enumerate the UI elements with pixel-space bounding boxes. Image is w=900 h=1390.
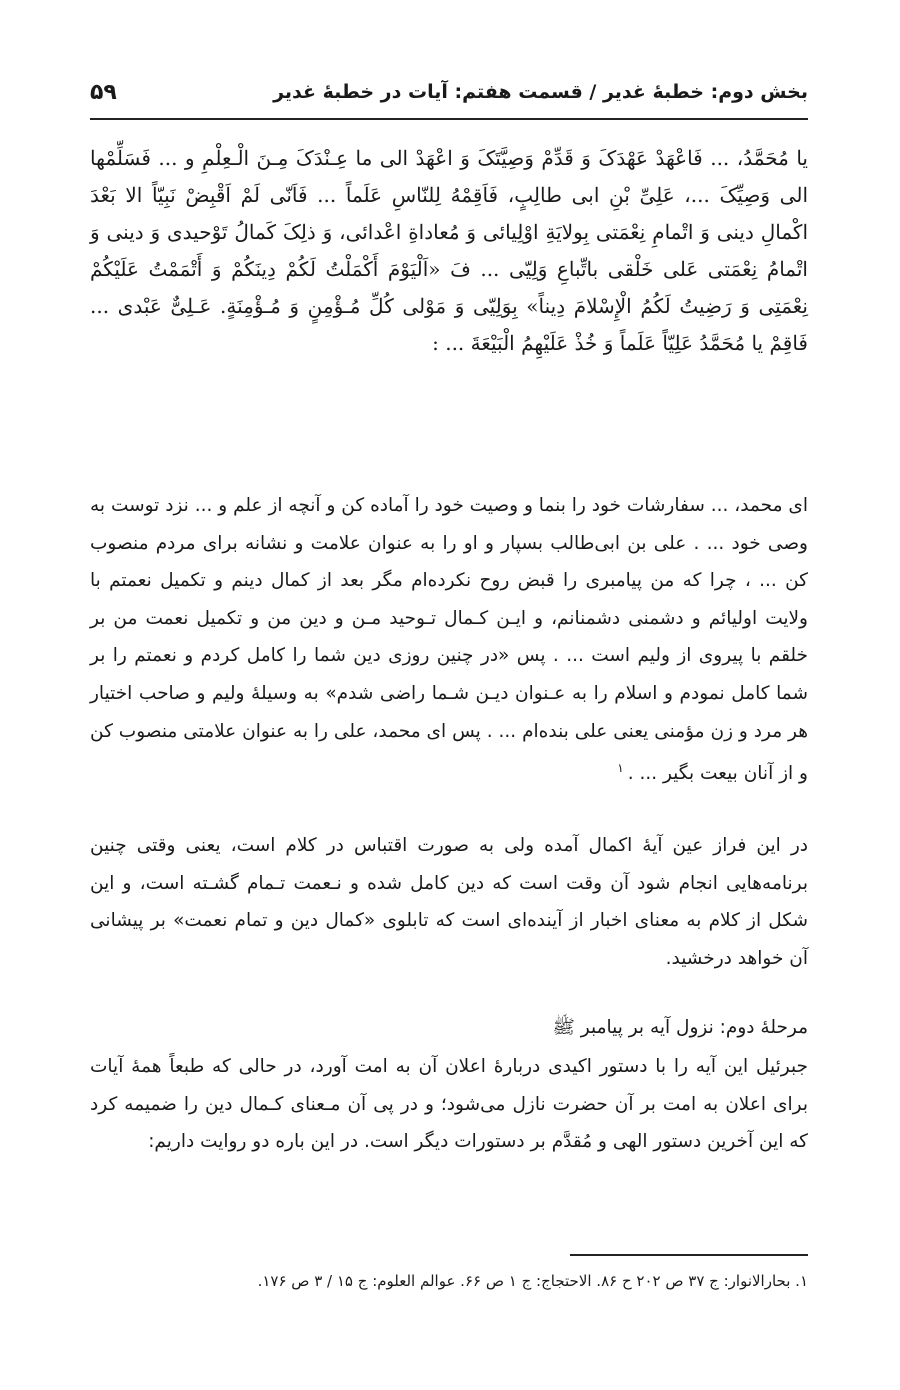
footnote-marker: ۱ — [617, 761, 624, 776]
arabic-text: یا مُحَمَّدُ، ... فَاعْهَدْ عَهْدَکَ وَ قَدِّمْ وَصِیَّتَکَ وَ اعْهَدْ الی ما عِـنْدَکَ مِـنَ الْـعِلْمِ و ... فَسَلِّمْها الی وَصِیِّکَ ...، عَلِیِّ بْنِ ابی طالِبٍ، فَاَقِمْهُ لِلنّاسِ عَلَماً ... فَاَنّی لَمْ اَقْبِضْ نَبِیّاً الا بَعْدَ اکْمالِ دینی وَ اتْمامِ نِعْمَتی بِولایَةِ اوْلِیائی وَ مُعاداةِ اعْدائی، وَ ذلِکَ کَمالُ تَوْحیدی وَ دینی وَ اتْمامُ نِعْمَتی عَلی خَلْقی باتِّباعِ وَلِیّی ... فَ «اَلْیَوْمَ أَکْمَلْتُ لَکُمْ دِینَکُمْ وَ أَتْمَمْتُ عَلَیْکُمْ نِعْمَتِی وَ رَضِیتُ لَکُمُ الْإِسْلامَ دِیناً» بِوَلِیّی وَ مَوْلی کُلِّ مُـؤْمِنٍ وَ مُـؤْمِنَةٍ. عَـلِیٌّ عَبْدی ... فَاقِمْ یا مُحَمَّدُ عَلِیّاً عَلَماً وَ خُذْ عَلَیْهِمُ الْبَیْعَةَ ... : — [90, 146, 808, 355]
running-title: بخش دوم: خطبهٔ غدیر / قسمت هفتم: آیات در خطبهٔ غدیر — [273, 81, 808, 103]
book-page — [90, 0, 808, 1390]
persian-translation — [90, 487, 808, 793]
arabic-quotation — [90, 140, 808, 362]
paragraph-text: در این فراز عین آیهٔ اکمال آمده ولی به صورت اقتباس در کلام است، یعنی وقتی چنین برنامه‌هایی انجام شود آن وقت است که دین کامل شده و نـعمت تـمام گشـته است، و این شکل از کلام به معنای اخبار از آینده‌ای است که تابلوی «کمال دین و تمام نعمت» بر پیشانی آن خواهد درخشید. — [90, 835, 808, 969]
translation-text — [90, 487, 808, 793]
section-heading: مرحلهٔ دوم: نزول آیه بر پیامبر ﷺ — [552, 1017, 808, 1038]
translation-body: ای محمد، ... سفارشات خود را بنما و وصیت خود را آماده کن و آنچه از علم و ... نزد توست به وصی خود ... . علی بن ابی‌طالب بسپار و او را به عنوان علامت و نشانه برای مردم منصوب کن ... ، چرا که من پیامبری را قبض روح نکرده‌ام مگر بعد از کمال دینم و تکمیل نعمتم با ولایت اولیائم و دشمنی دشمنانم، و ایـن کـمال تـوحید مـن و دین من و تکمیل نعمت من بر خلقم با پیروی از ولیم است ... . پس «در چنین روزی دین شما را کامل کردم و نعمتم را بر شما کامل نمودم و اسلام را به عـنوان دیـن شـما راضی شدم» به وسیلهٔ ولیم و صاحب اختیار هر مرد و زن مؤمنی یعنی علی بنده‌ام ... . پس ای محمد، علی را به عنوان علامتی منصوب کن و از آنان بیعت بگیر ... . — [90, 495, 808, 785]
paragraph-jibrail — [90, 1048, 808, 1161]
paragraph-kamal — [90, 827, 808, 977]
page-number: ۵۹ — [90, 79, 117, 105]
footnote-rule — [570, 1254, 808, 1256]
header-rule — [90, 118, 808, 120]
paragraph-text: جبرئیل این آیه را با دستور اکیدی دربارهٔ اعلان آن به امت آورد، در حالی که طبعاً همهٔ آیات برای اعلان به امت بر آن حضرت نازل می‌شود؛ و در پی آن مـعنای کـمال دین را ضمیمه کرد که این آخرین دستور الهی و مُقدَّم بر دستورات دیگر است. در این باره دو روایت داریم: — [90, 1056, 808, 1153]
page-header — [90, 72, 808, 112]
footnote: ۱. بحارالانوار: ج ۳۷ ص ۲۰۲ ح ۸۶. الاحتجاج: ج ۱ ص ۶۶. عوالم العلوم: ج ۱۵ / ۳ ص ۱۷۶. — [257, 1272, 808, 1290]
